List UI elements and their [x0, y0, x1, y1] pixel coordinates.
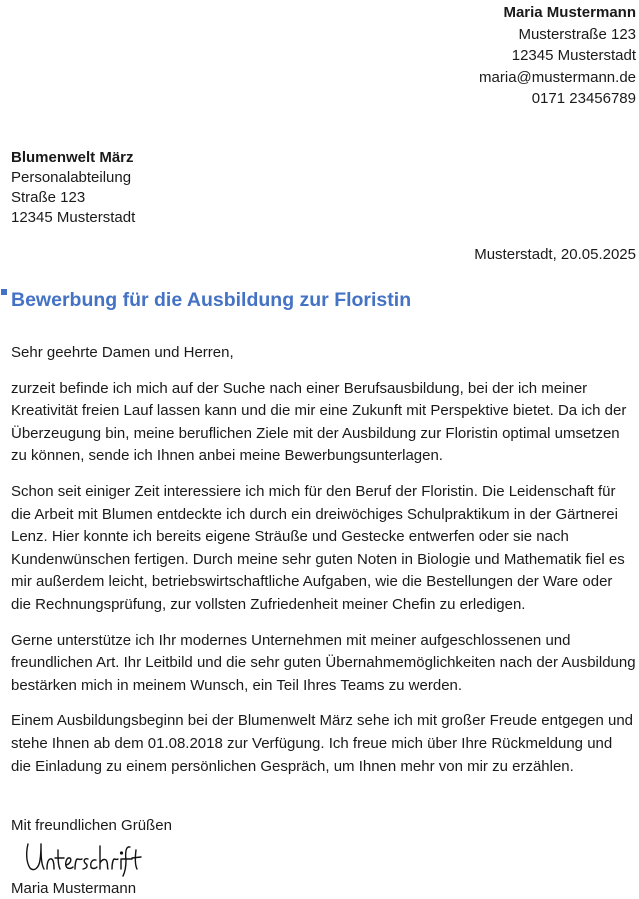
body-paragraph: zurzeit befinde ich mich auf der Suche nach einer Berufsausbildung, bei der ich meiner Kreativität freien Lauf lassen kann und die mir eine Zukunft mit Perspektive bietet. Da ich der Überzeugung bin, meine beruflichen Ziele mit der Ausbildung zur Floristin optimal umsetzen zu können, sende ich Ihnen anbei meine Bewerbungsunterlagen. [11, 379, 627, 465]
letter-date: Musterstadt, 20.05.2025 [474, 246, 636, 263]
body-paragraph: Schon seit einiger Zeit interessiere ich mich für den Beruf der Floristin. Die Leidenschaft für die Arbeit mit Blumen entdeckte ich durch ein dreiwöchiges Schulpraktikum in der Gärtnerei Lenz. Hier konnte ich bereits eigene Sträuße und Gestecke entwerfen oder sie nach Kundenwünschen fertigen. Durch meine sehr guten Noten in Biologie und Mathematik fiel es mir außerdem leicht, betriebswirtschaftliche Aufgaben, wie die Bestellungen der Ware oder die Rechnungsprüfung, zur vollsten Zufriedenheit meiner Chefin zu erledigen. [11, 482, 625, 613]
handwritten-signature [22, 838, 144, 878]
body-paragraph: Gerne unterstütze ich Ihr modernes Unternehmen mit meiner aufgeschlossenen und freundlichen Art. Ihr Leitbild und die sehr guten Übernahmemöglichkeiten nach der Ausbildung bestärken mich in meinem Wunsch, ein Teil Ihres Teams zu werden. [11, 631, 636, 694]
recipient-street: Straße 123 [11, 189, 86, 206]
recipient-department: Personalabteilung [11, 169, 132, 186]
letter-subject: Bewerbung für die Ausbildung zur Floristin [11, 289, 412, 311]
sender-email: maria@mustermann.de [479, 68, 636, 86]
sender-phone: 0171 23456789 [531, 90, 636, 108]
recipient-address [11, 148, 135, 228]
sender-name: Maria Mustermann [503, 4, 636, 21]
closing-phrase: Mit freundlichen Grüßen [11, 817, 172, 834]
recipient-city: 12345 Musterstadt [11, 209, 136, 226]
letter-body [11, 342, 636, 791]
sender-address [479, 2, 636, 110]
sender-city: 12345 Musterstadt [511, 47, 636, 65]
heading-marker [1, 289, 7, 295]
sender-street: Musterstraße 123 [518, 25, 636, 43]
recipient-company: Blumenwelt März [11, 149, 134, 166]
signer-name: Maria Mustermann [11, 880, 137, 897]
salutation: Sehr geehrte Damen und Herren, [11, 344, 234, 361]
body-paragraph: Einem Ausbildungsbeginn bei der Blumenwelt März sehe ich mit großer Freude entgegen und stehe Ihnen ab dem 01.08.2018 zur Verfügung. Ich freue mich über Ihre Rückmeldung und die Einladung zu einem persönlichen Gespräch, um Ihnen mehr von mir zu erzählen. [11, 712, 634, 775]
